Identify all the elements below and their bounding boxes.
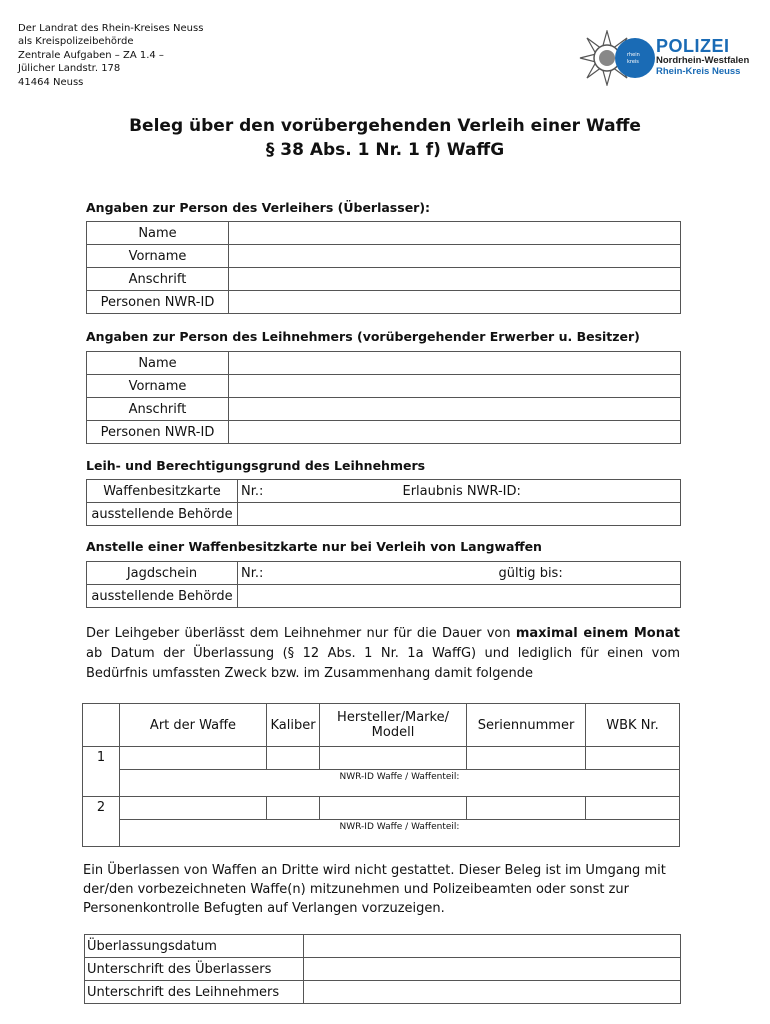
input-cell[interactable] — [320, 797, 467, 820]
logo-line1: Nordrhein-Westfalen — [656, 55, 750, 66]
input-cell[interactable] — [320, 747, 467, 770]
usage-notice-paragraph: Ein Überlassen von Waffen an Dritte wird nicht gestattet. Dieser Beleg ist im Umgang mit der/den vorbezeichneten Waffe(n) mitzunehmen und Polizeibeamten oder sonst zur Personenkontrolle Befugten auf Verlangen vorzuzeigen. — [83, 863, 666, 916]
row-label: Anschrift — [87, 268, 229, 291]
address-line: Der Landrat des Rhein-Kreises Neuss — [18, 23, 204, 34]
header-cell: Seriennummer — [467, 704, 586, 747]
title-line2: § 38 Abs. 1 Nr. 1 f) WaffG — [265, 140, 505, 160]
row-number: 1 — [83, 747, 120, 797]
input-cell[interactable] — [304, 958, 681, 981]
row-label: Personen NWR-ID — [87, 421, 229, 444]
page-title — [0, 114, 770, 162]
input-cell[interactable] — [467, 747, 586, 770]
signature-label: Unterschrift des Überlassers — [85, 958, 304, 981]
header-cell — [83, 704, 120, 747]
terms-text: Der Leihgeber überlässt dem Leihnehmer nur für die Dauer von — [86, 626, 516, 641]
loan-terms-paragraph — [86, 624, 680, 684]
section-borrower-heading: Angaben zur Person des Leihnehmers (vorübergehender Erwerber u. Besitzer) — [86, 329, 640, 344]
nr-label: Nr.: — [241, 565, 264, 581]
borrower-table — [86, 351, 681, 444]
nwr-id-cell[interactable]: NWR-ID Waffe / Waffenteil: — [120, 820, 680, 847]
input-cell[interactable] — [586, 797, 680, 820]
header-cell: Hersteller/Marke/ Modell — [320, 704, 467, 747]
title-line1: Beleg über den vorübergehenden Verleih einer Waffe — [129, 116, 641, 136]
valid-until-label: gültig bis: — [498, 565, 563, 581]
input-cell[interactable] — [267, 797, 320, 820]
input-cell[interactable] — [467, 797, 586, 820]
input-cell[interactable] — [229, 398, 681, 421]
permission-table — [86, 479, 681, 526]
logo-line2: Rhein-Kreis Neuss — [656, 66, 741, 77]
section-hunting-heading: Anstelle einer Waffenbesitzkarte nur bei Verleih von Langwaffen — [86, 539, 542, 554]
police-logo-text — [656, 37, 749, 77]
row-label: Anschrift — [87, 398, 229, 421]
row-label: Waffenbesitzkarte — [87, 480, 238, 503]
row-label: ausstellende Behörde — [87, 503, 238, 526]
row-label: Vorname — [87, 375, 229, 398]
input-cell[interactable] — [304, 981, 681, 1004]
section-lender-heading: Angaben zur Person des Verleihers (Überlasser): — [86, 200, 431, 215]
row-label: ausstellende Behörde — [87, 585, 238, 608]
weapons-table — [82, 703, 680, 847]
input-cell[interactable] — [229, 245, 681, 268]
header-cell: WBK Nr. — [586, 704, 680, 747]
header-cell: Art der Waffe — [120, 704, 267, 747]
section-permission-heading: Leih- und Berechtigungsgrund des Leihnehmers — [86, 458, 426, 473]
address-line: als Kreispolizeibehörde — [18, 36, 134, 48]
svg-text:kreis: kreis — [627, 59, 639, 65]
signature-table — [84, 934, 681, 1004]
address-line: Jülicher Landstr. 178 — [18, 63, 121, 75]
wbk-number-cell[interactable] — [238, 480, 681, 503]
input-cell[interactable] — [238, 585, 681, 608]
lender-table — [86, 221, 681, 314]
input-cell[interactable] — [229, 375, 681, 398]
input-cell[interactable] — [229, 352, 681, 375]
svg-text:rhein: rhein — [627, 52, 640, 58]
row-label: Name — [87, 222, 229, 245]
address-line: Zentrale Aufgaben – ZA 1.4 – — [18, 49, 164, 61]
row-label: Jagdschein — [87, 562, 238, 585]
input-cell[interactable] — [229, 222, 681, 245]
permission-id-label: Erlaubnis NWR-ID: — [402, 483, 521, 499]
input-cell[interactable] — [120, 797, 267, 820]
input-cell[interactable] — [120, 747, 267, 770]
address-line: 41464 Neuss — [18, 76, 84, 88]
nwr-id-cell[interactable]: NWR-ID Waffe / Waffenteil: — [120, 770, 680, 797]
row-label: Name — [87, 352, 229, 375]
input-cell[interactable] — [238, 503, 681, 526]
sender-address — [18, 22, 203, 89]
input-cell[interactable] — [229, 268, 681, 291]
row-label: Vorname — [87, 245, 229, 268]
signature-label: Unterschrift des Leihnehmers — [85, 981, 304, 1004]
input-cell[interactable] — [267, 747, 320, 770]
police-star-logo-icon — [575, 30, 655, 86]
header-cell: Kaliber — [267, 704, 320, 747]
row-label: Personen NWR-ID — [87, 291, 229, 314]
hunting-license-cell[interactable] — [238, 562, 681, 585]
terms-bold: maximal einem Monat — [515, 626, 680, 641]
nr-label: Nr.: — [241, 483, 264, 499]
input-cell[interactable] — [229, 291, 681, 314]
hunting-table — [86, 561, 681, 608]
logo-word: POLIZEI — [656, 36, 730, 56]
input-cell[interactable] — [304, 935, 681, 958]
input-cell[interactable] — [229, 421, 681, 444]
row-number: 2 — [83, 797, 120, 847]
input-cell[interactable] — [586, 747, 680, 770]
terms-text: ab Datum der Überlassung (§ 12 Abs. 1 Nr. 1a WaffG) und lediglich für einen vom Bedürfnis umfassten Zweck bzw. im Zusammenhang damit folgende — [86, 646, 680, 681]
signature-label: Überlassungsdatum — [85, 935, 304, 958]
